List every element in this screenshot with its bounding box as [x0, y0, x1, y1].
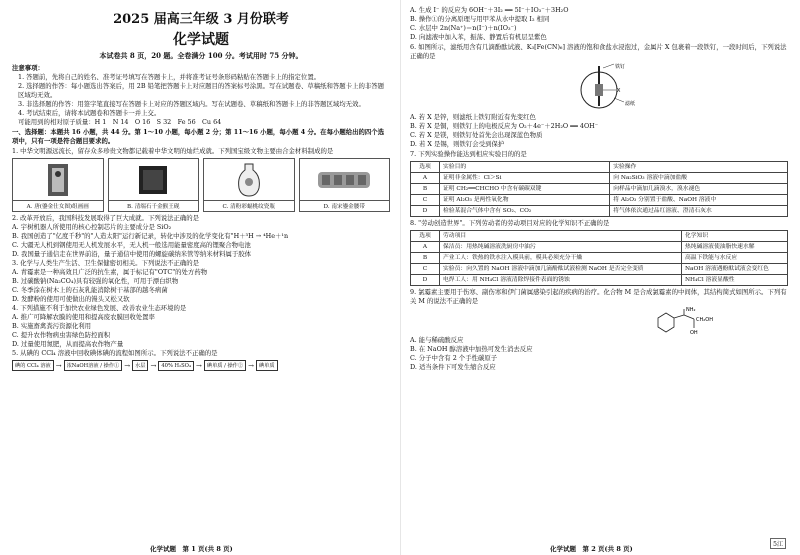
table-header: 实验操作	[610, 162, 788, 173]
table-cell: D	[411, 206, 440, 217]
option-text: B. 过碳酸钠(Na₂CO₄)具有较强的氧化性，可用于漂白织物	[12, 277, 179, 285]
page-footer: 化学试题 第 1 页(共 8 页)	[150, 545, 233, 553]
x-label: X	[617, 88, 621, 94]
filter-paper-label: 滤纸	[625, 101, 636, 107]
note-item: 3. 非选择题的作答：用签字笔直接写在答题卡上对应的答题区域内。写在试题卷、草稿纸和答题卡上的非答题区域均无效。	[18, 100, 365, 108]
table-row	[411, 184, 788, 195]
table-cell: 将气体依次通过品红溶液、澄清石灰水	[610, 206, 788, 217]
option-text: D. 过量使用氮肥，从而提高农作物产量	[12, 340, 124, 348]
flow-box: 碘单质	[256, 360, 278, 371]
table-header-row	[411, 231, 788, 242]
table-header: 选项	[411, 162, 440, 173]
vase-image	[229, 162, 269, 198]
table-cell: 将 Al₂O₃ 分别置于盐酸、NaOH 溶液中	[610, 195, 788, 206]
question-2: 2. 改革开放后，我国科技发展取得了巨大成就。下列说法正确的是	[12, 214, 200, 222]
table-cell: 产业工人：铁热的铁水注入模具前，模具必须充分干燥	[440, 253, 682, 264]
question-7: 7. 下列实验操作能达到相应实验目的的是	[410, 150, 527, 158]
q9-structure	[410, 306, 788, 336]
option-text: C. 提升农作物病虫害绿色防控面积	[12, 331, 111, 339]
option-text: C. 水层中 2n(Na⁺)＝n(I⁻)＋n(IO₃⁻)	[410, 24, 517, 32]
flow-box: 40% H₂SO₄	[158, 361, 194, 371]
q1-option-c	[203, 158, 295, 212]
question-3: 3. 化学与人类生产生活、卫生保健密切相关。下列说法不正确的是	[12, 259, 200, 267]
table-cell: 证明 CH₂══CHCHO 中含有碳碳双键	[440, 184, 610, 195]
flow-box: 水层	[132, 360, 148, 371]
q1-option-d	[299, 158, 391, 212]
q6-diagram	[410, 62, 788, 112]
table-header: 劳动项目	[440, 231, 682, 242]
table-cell: 证明非金属性：Cl＞Si	[440, 173, 610, 184]
option-text: D. 适当条件下可发生缩合反应	[410, 363, 496, 371]
table-cell: C	[411, 195, 440, 206]
arrow-icon: →	[55, 361, 62, 370]
q5-flow-diagram	[12, 360, 390, 371]
table-cell: NH₄Cl 溶液显酸性	[681, 275, 787, 286]
table-row	[411, 253, 788, 264]
notes-title: 注意事项：	[12, 64, 44, 72]
hydroxymethyl-label: CH₂OH	[696, 317, 713, 323]
table-header: 化学知识	[681, 231, 787, 242]
table-cell: 向样品中滴加几滴溴水，溴水褪色	[610, 184, 788, 195]
table-cell: 证明 Al₂O₃ 是两性氧化物	[440, 195, 610, 206]
table-cell: 保洁员：用热纯碱溶液洗厨房中油污	[440, 242, 682, 253]
note-item: 2. 选择题的作答：每小题选出答案后，用 2B 铅笔把答题卡上对应题目的答案标号涂黑。写在试题卷、草稿纸和答题卡上的非答题区域均无效。	[18, 82, 385, 99]
option-text: D. 我国量子通信走在世界前沿，量子通信中使用的螺旋碳纳米管等纳米材料属于胶体	[12, 250, 252, 258]
note-item: 4. 考试结束后，请将本试题卷和答题卡一并上交。	[18, 109, 161, 117]
table-cell: B	[411, 184, 440, 195]
table-header: 实验目的	[440, 162, 610, 173]
question-4: 4. 下列措施不利于加快农业绿色发展、改善农业生态环境的是	[12, 304, 187, 312]
arrow-icon: →	[196, 361, 202, 370]
hydroxyl-label: OH	[690, 330, 698, 336]
q1-caption-d: D. 南宋鎏金腰带	[300, 200, 390, 211]
table-cell: 检验某混合气体中含有 SO₂、CO₂	[440, 206, 610, 217]
table-cell: 热纯碱溶液使油脂快速水解	[681, 242, 787, 253]
table-cell: 电焊工人：用 NH₄Cl 溶液清除焊接件表面的锈蚀	[440, 275, 682, 286]
table-cell: 向 Na₂SiO₃ 溶液中滴加盐酸	[610, 173, 788, 184]
option-text: A. 生成 I⁻ 的反应为 6OH⁻＋3I₂ ══ 5I⁻＋IO₃⁻＋3H₂O	[410, 6, 569, 14]
q1-caption-a: A. 唐(鎏金仕女图)组画画	[13, 200, 103, 211]
option-text: C. 冬季涂在树木上的石灰乳能消除树干基部的越冬病菌	[12, 286, 168, 294]
q1-caption-c: C. 清粉彩蝠桃纹瓷瓶	[204, 200, 294, 211]
page-footer: 化学试题 第 2 页(共 8 页)	[550, 545, 633, 553]
inkstone-image	[133, 162, 173, 198]
table-cell: B	[411, 253, 440, 264]
q1-option-b	[108, 158, 200, 212]
option-text: A. 宇树机器人所使用的核心控制芯片的主要成分是 SiO₂	[12, 223, 172, 231]
atomic-mass-line: 可能用到的相对原子质量：H 1 N 14 O 16 S 32 Fe 56 Cu 64	[18, 118, 222, 126]
section-header: 一、选择题：本题共 16 小题，共 44 分。第 1～10 小题，每小题 2 分；第 11～16 小题，每小题 4 分。在每小题给出的四个选项中，只有一项是符合题目要求的。	[12, 128, 385, 145]
table-header: 选项	[411, 231, 440, 242]
table-row	[411, 264, 788, 275]
flow-box: 碘的 CCl₄ 溶液	[12, 360, 54, 371]
q7-table	[410, 161, 788, 217]
option-text: C. 分子中含有 2 个手性碳原子	[410, 354, 498, 362]
option-text: A. 能与稀硫酸反应	[410, 336, 464, 344]
option-text: A. 推广可降解农膜的使用和提高废农膜回收处置率	[12, 313, 155, 321]
table-cell: NaOH 溶液遇酚酞试液会变红色	[681, 264, 787, 275]
table-header-row	[411, 162, 788, 173]
option-text: B. 若 X 是铜，则铁钉上的电极反应为 O₂＋4e⁻＋2H₂O ══ 4OH⁻	[410, 122, 599, 130]
table-cell: A	[411, 242, 440, 253]
amine-group-label: NH₂	[686, 307, 696, 313]
table-cell: C	[411, 264, 440, 275]
table-cell: 实验员：向久置的 NaOH 溶液中滴加几滴酚酞试液检测 NaOH 是否完全变质	[440, 264, 682, 275]
right-page	[400, 0, 800, 555]
arrow-icon: →	[248, 361, 254, 370]
nail-label: 铁钉	[615, 64, 626, 70]
question-5: 5. 从碘的 CCl₄ 溶液中回收碘体碘的流程如图所示。下列说法不正确的是	[12, 349, 218, 357]
note-item: 1. 答题前，先将自己的姓名、准考证号填写在答题卡上，并将准考证号条形码粘贴在答题卡上的指定位置。	[18, 73, 321, 81]
table-row	[411, 242, 788, 253]
iron-nail-diagram	[554, 62, 644, 112]
option-text: A. 青霉素是一种高效且广泛的抗生素，属于标记有"OTC"的处方药物	[12, 268, 208, 276]
q1-option-a	[12, 158, 104, 212]
q1-image-row	[12, 158, 390, 212]
option-text: B. 在 NaOH 醇溶液中加热可发生消去反应	[410, 345, 533, 353]
table-row	[411, 195, 788, 206]
option-text: B. 我国创造了"亿度千秒"的"人造太阳"运行新记录，转化中涉及的化学变化有"H＋³H → ⁴He＋¹n	[12, 232, 289, 240]
exam-subtitle: 化学试题	[173, 32, 229, 48]
flow-box: 碘单质 / 操作②	[204, 360, 246, 371]
option-text: C. 大疆无人机到钢使用无人机发展水平，无人机一般选用能量密度高的锂聚合物电池	[12, 241, 251, 249]
option-text: D. 向滤液中加入苯，振荡、静置后有机层呈紫色	[410, 33, 547, 41]
table-cell: D	[411, 275, 440, 286]
option-text: B. 实施畜禽粪污资源化利用	[12, 322, 92, 330]
option-text: A. 若 X 是锌，则滤纸上铁钉附近有先变红色	[410, 113, 536, 121]
table-row	[411, 173, 788, 184]
corner-mark: 5江	[770, 538, 786, 549]
table-row	[411, 206, 788, 217]
question-8: 8. "劳动创造世界"。下列劳动者的劳动项目对应的化学知识不正确的是	[410, 219, 610, 227]
arrow-icon: →	[124, 361, 131, 370]
exam-title: 2025 届高三年级 3 月份联考	[113, 12, 289, 27]
q1-caption-b: B. 清端石千金猴王砚	[109, 200, 199, 211]
exam-info: 本试卷共 8 页，20 题。全卷满分 100 分。考试用时 75 分钟。	[99, 51, 303, 60]
belt-image	[316, 162, 372, 198]
table-cell: A	[411, 173, 440, 184]
table-row	[411, 275, 788, 286]
molecule-structure	[648, 306, 728, 336]
option-text: C. 若 X 是镁，则铁钉处首先会出现深蓝色物质	[410, 131, 543, 139]
option-text: D. 发酵粉的使用可使做出的馒头又松又软	[12, 295, 130, 303]
table-cell: 高温下铁能与水反应	[681, 253, 787, 264]
option-text: B. 操作①的分离原理与用甲苯从水中提取 I₂ 相同	[410, 15, 550, 23]
flow-box: 浓NaOH溶液 / 操作①	[64, 360, 123, 371]
question-9: 9. 氯霉素主要用于伤寒、副伤寒和伊门菌属感染引起的疾病的治疗。化合物 M 是合成氯霉素的中间体，其结构简式如图所示。下列有关 M 的说法不正确的是	[410, 288, 787, 305]
painting-image	[38, 162, 78, 198]
question-1: 1. 中华文明源远流长，留存众多珍贵文物都记载着中华文明的灿烂成就。下列国宝级文物主要由合金材料制成的是	[12, 147, 334, 155]
arrow-icon: →	[150, 361, 157, 370]
option-text: D. 若 X 是锡，则铁钉会受到保护	[410, 140, 505, 148]
question-6: 6. 如图所示，滤纸用含有几滴酚酞试液、K₃[Fe(CN)₆] 溶液的饱和食盐水浸泡过，金属片 X 包裹着一段铁钉，一段时间后，下列说法正确的是	[410, 43, 787, 60]
q8-table	[410, 230, 788, 286]
